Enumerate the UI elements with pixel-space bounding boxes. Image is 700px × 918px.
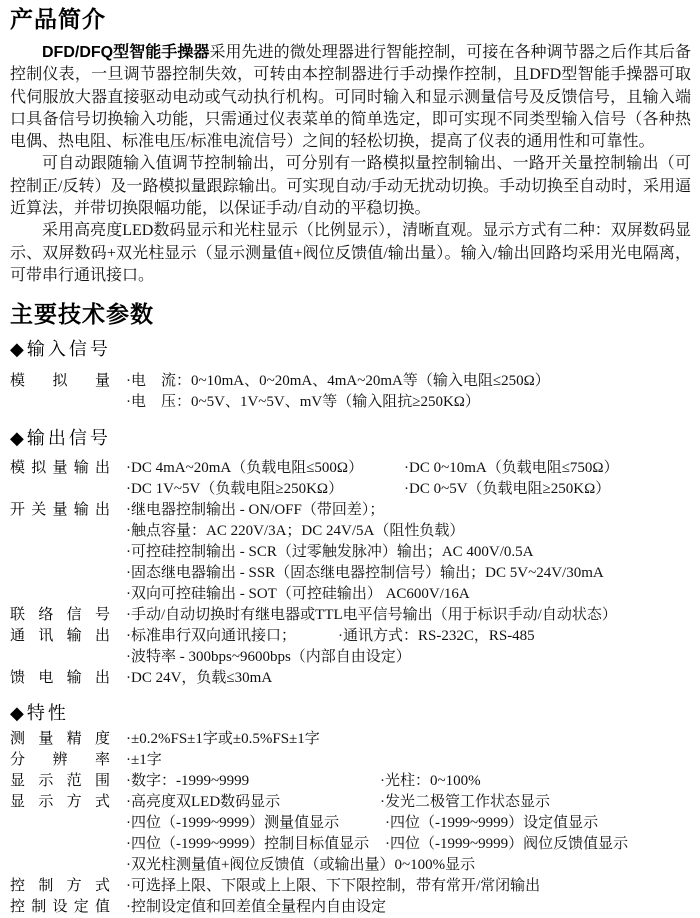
- spec-line: [126, 542, 691, 563]
- spec-value: ·控制设定值和回差值全量程内自由设定: [126, 899, 386, 916]
- spec-label: 联络信号: [10, 607, 110, 624]
- section-heading-features: ◆特性: [10, 703, 69, 724]
- spec-value: ·高亮度双LED数码显示: [126, 794, 281, 811]
- spec-value: ·DC 24V，负载≤30mA: [126, 670, 273, 687]
- intro-paragraph-3: 采用高亮度LED数码显示和光柱显示（比例显示），清晰直观。显示方式有二种：双屏数码显示、双屏数码+双光柱显示（显示测量值+阀位反馈值/输出量）。输入/输出回路均采用光电隔离，可带串行通讯接口。: [10, 222, 691, 284]
- spec-line: [126, 729, 691, 750]
- spec-label: 模拟量: [10, 373, 110, 390]
- spec-line: [126, 876, 691, 897]
- feature-specs: [10, 729, 691, 918]
- spec-row-switch-output: [10, 500, 691, 605]
- spec-value: ·波特率 - 300bps~9600bps（内部自由设定）: [126, 649, 411, 666]
- spec-line: [126, 479, 691, 500]
- spec-value: ·DC 1V~5V（负载电阻≥250KΩ）: [126, 481, 344, 498]
- spec-row-feed-output: [10, 668, 691, 689]
- spec-lines: [126, 605, 691, 626]
- spec-value: ·触点容量：AC 220V/3A；DC 24V/5A（阻性负载）: [126, 523, 465, 540]
- spec-label: 显示方式: [10, 794, 110, 811]
- spec-value: ·DC 0~10mA（负载电阻≤750Ω）: [404, 460, 619, 477]
- spec-row-analog-input: [10, 371, 691, 413]
- spec-line: [126, 500, 691, 521]
- spec-label: 模拟量输出: [10, 460, 110, 477]
- spec-lines: [126, 876, 691, 897]
- spec-label: 测量精度: [10, 731, 110, 748]
- intro-paragraph-1-text: 采用先进的微处理器进行智能控制，可接在各种调节器之后作其后备控制仪表，一旦调节器控制失效，可转由本控制器进行手动操作控制，且DFD型智能手操器可取代伺服放大器直接驱动电动或气动执行机构。可同时输入和显示测量信号及反馈信号，且输入端口具备信号切换输入功能，只需通过仪表菜单的简单选定，即可实现不同类型输入信号（各种热电偶、热电阻、标准电压/标准电流信号）之间的轻松切换，提高了仪表的通用性和可靠性。: [10, 44, 691, 151]
- spec-label: 控制设定值: [10, 899, 110, 916]
- spec-value: ·电 流：0~10mA、0~20mA、4mA~20mA等（输入电阻≤250Ω）: [126, 373, 550, 390]
- spec-row-display-mode: [10, 792, 691, 876]
- section-heading-input-signal: ◆输入信号: [10, 339, 111, 360]
- product-name-lead: DFD/DFQ型智能手操器: [42, 44, 210, 61]
- spec-line: [126, 605, 691, 626]
- intro-paragraph-1: [10, 42, 691, 153]
- spec-value: ·数字：-1999~9999: [126, 773, 250, 790]
- spec-line: [126, 563, 691, 584]
- spec-line: [126, 813, 691, 834]
- spec-value: ·手动/自动切换时有继电器或TTL电平信号输出（用于标识手动/自动状态）: [126, 607, 617, 624]
- spec-value: ·四位（-1999~9999）设定值显示: [385, 815, 599, 832]
- spec-label: 控制方式: [10, 878, 110, 895]
- spec-value: ·四位（-1999~9999）测量值显示: [126, 815, 340, 832]
- spec-row-analog-output: [10, 458, 691, 500]
- spec-value: ·DC 0~5V（负载电阻≥250KΩ）: [404, 481, 611, 498]
- spec-line: [126, 392, 691, 413]
- spec-label: 馈电输出: [10, 670, 110, 687]
- spec-row-accuracy: [10, 729, 691, 750]
- spec-lines: [126, 500, 691, 605]
- spec-value: ·双向可控硅输出 - SOT（可控硅输出） AC600V/16A: [126, 586, 470, 603]
- spec-value: ·电 压：0~5V、1V~5V、mV等（输入阻抗≥250KΩ）: [126, 394, 480, 411]
- spec-label: 开关量输出: [10, 502, 110, 519]
- spec-value: ·±1字: [126, 752, 162, 769]
- spec-label: 通讯输出: [10, 628, 110, 645]
- spec-value: ·±0.2%FS±1字或±0.5%FS±1字: [126, 731, 320, 748]
- spec-line: [126, 834, 691, 855]
- spec-row-control-mode: [10, 876, 691, 897]
- spec-lines: [126, 750, 691, 771]
- spec-value: ·固态继电器输出 - SSR（固态继电器控制信号）输出；DC 5V~24V/30mA: [126, 565, 604, 582]
- spec-label: 分辨率: [10, 752, 110, 769]
- spec-row-comm-output: [10, 626, 691, 668]
- output-signal-specs: [10, 458, 691, 689]
- spec-lines: [126, 371, 691, 413]
- spec-line: [126, 626, 691, 647]
- spec-value: ·四位（-1999~9999）控制目标值显示: [126, 836, 370, 853]
- spec-value: ·通讯方式：RS-232C，RS-485: [338, 628, 535, 645]
- spec-line: [126, 371, 691, 392]
- spec-lines: [126, 792, 691, 876]
- spec-line: [126, 521, 691, 542]
- spec-line: [126, 792, 691, 813]
- spec-line: [126, 771, 691, 792]
- spec-value: ·标准串行双向通讯接口；: [126, 628, 296, 645]
- spec-lines: [126, 458, 691, 500]
- spec-line: [126, 458, 691, 479]
- spec-value: ·可选择上限、下限或上上限、下下限控制，带有常开/常闭输出: [126, 878, 541, 895]
- spec-line: [126, 750, 691, 771]
- spec-value: ·继电器控制输出 - ON/OFF（带回差）；: [126, 502, 385, 519]
- spec-row-display-range: [10, 771, 691, 792]
- spec-value: ·四位（-1999~9999）阀位反馈值显示: [385, 836, 629, 853]
- spec-line: [126, 897, 691, 918]
- spec-row-control-setpoint: [10, 897, 691, 918]
- spec-line: [126, 584, 691, 605]
- intro-paragraph-2: 可自动跟随输入值调节控制输出，可分别有一路模拟量控制输出、一路开关量控制输出（可控制正/反转）及一路模拟量跟踪输出。可实现自动/手动无扰动切换。手动切换至自动时，采用逼近算法，并带切换限幅功能，以保证手动/自动的平稳切换。: [10, 155, 691, 218]
- spec-lines: [126, 626, 691, 668]
- spec-lines: [126, 668, 691, 689]
- spec-lines: [126, 729, 691, 750]
- spec-value: ·DC 4mA~20mA（负载电阻≤500Ω）: [126, 460, 364, 477]
- section-heading-output-signal: ◆输出信号: [10, 428, 111, 449]
- spec-line: [126, 855, 691, 876]
- spec-line: [126, 647, 691, 668]
- spec-lines: [126, 897, 691, 918]
- input-signal-specs: [10, 371, 691, 413]
- spec-row-link-signal: [10, 605, 691, 626]
- tech-params-title: 主要技术参数: [10, 301, 154, 328]
- spec-value: ·光柱：0~100%: [380, 773, 481, 790]
- spec-row-resolution: [10, 750, 691, 771]
- spec-value: ·可控硅控制输出 - SCR（过零触发脉冲）输出；AC 400V/0.5A: [126, 544, 534, 561]
- spec-label: 显示范围: [10, 773, 110, 790]
- spec-value: ·发光二极管工作状态显示: [380, 794, 550, 811]
- intro-title: 产品简介: [10, 6, 106, 32]
- spec-line: [126, 668, 691, 689]
- spec-value: ·双光柱测量值+阀位反馈值（或输出量）0~100%显示: [126, 857, 476, 874]
- spec-lines: [126, 771, 691, 792]
